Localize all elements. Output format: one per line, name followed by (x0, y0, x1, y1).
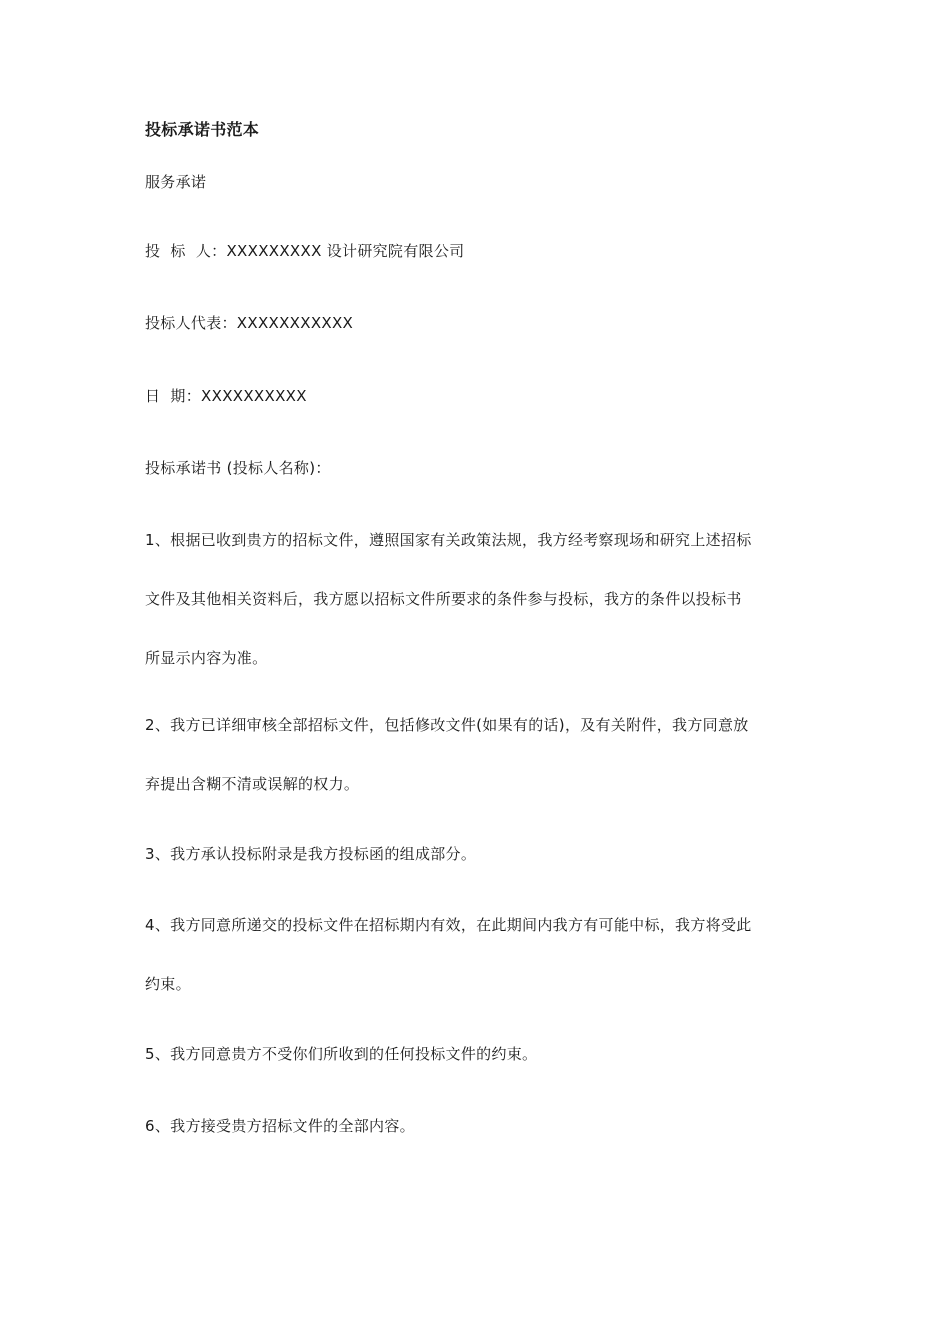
clause-line: 2、我方已详细审核全部招标文件，包括修改文件(如果有的话)，及有关附件，我方同意放 (145, 716, 749, 734)
clause-line: 3、我方承认投标附录是我方投标函的组成部分。 (145, 845, 477, 863)
clause-line: 1、根据已收到贵方的招标文件，遵照国家有关政策法规，我方经考察现场和研究上述招标 (145, 531, 752, 549)
document-subtitle: 服务承诺 (145, 173, 207, 191)
representative-line: 投标人代表：XXXXXXXXXXX (145, 314, 354, 332)
clause-line: 文件及其他相关资料后，我方愿以招标文件所要求的条件参与投标，我方的条件以投标书 (145, 590, 742, 608)
clause-line: 4、我方同意所递交的投标文件在招标期内有效，在此期间内我方有可能中标，我方将受此 (145, 916, 752, 934)
document-page (145, 0, 825, 1344)
bidder-line: 投 标 人：XXXXXXXXX 设计研究院有限公司 (145, 242, 465, 260)
clause-line: 6、我方接受贵方招标文件的全部内容。 (145, 1117, 415, 1135)
letter-heading: 投标承诺书 (投标人名称)： (145, 459, 331, 477)
date-line: 日 期：XXXXXXXXXX (145, 387, 307, 405)
clause-line: 所显示内容为准。 (145, 649, 268, 667)
clause-line: 约束。 (145, 975, 191, 993)
clause-line: 弃提出含糊不清或误解的权力。 (145, 775, 360, 793)
clause-line: 5、我方同意贵方不受你们所收到的任何投标文件的约束。 (145, 1045, 538, 1063)
document-title: 投标承诺书范本 (145, 120, 260, 139)
